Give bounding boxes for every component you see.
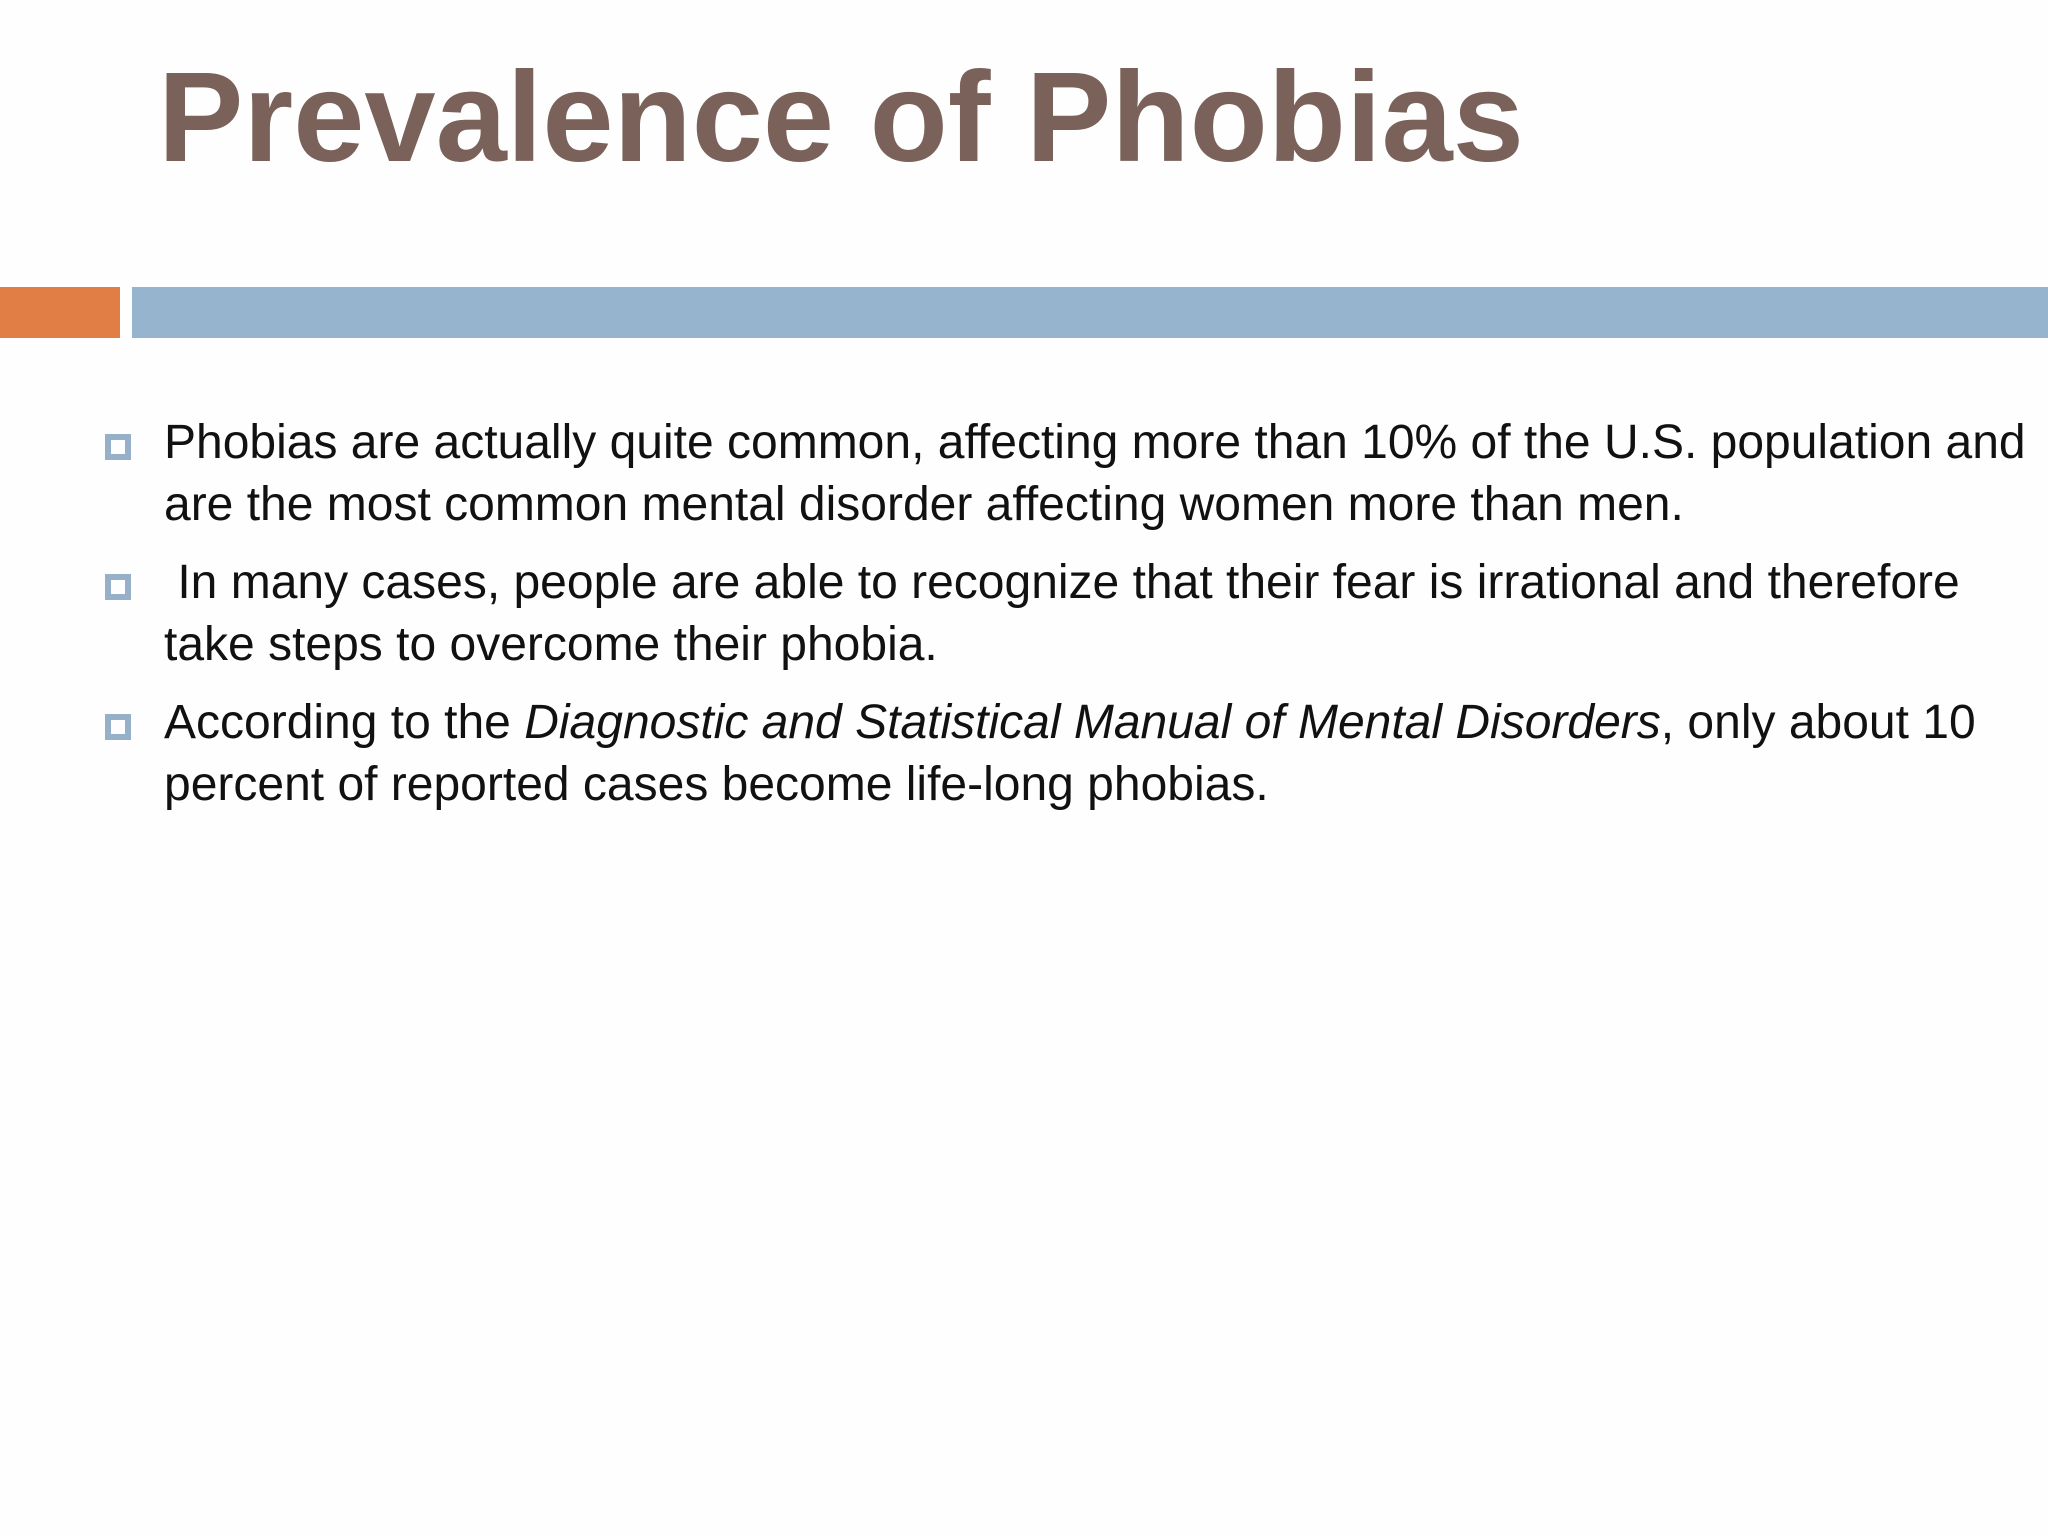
accent-bar-blue — [132, 287, 2048, 338]
hollow-square-bullet-icon — [105, 434, 131, 460]
bullet-text: In many cases, people are able to recognize that their fear is irrational and therefore take steps to overcome their phobia. — [164, 556, 1974, 671]
hollow-square-bullet-icon — [105, 714, 131, 740]
manual-title-italic: Diagnostic and Statistical Manual of Mental Disorders — [524, 696, 1661, 749]
bullet-item-1 — [102, 412, 2032, 536]
slide-title: Prevalence of Phobias — [158, 46, 1524, 189]
accent-bar-orange — [0, 287, 120, 338]
bullet-item-2 — [102, 552, 2032, 676]
bullet-text-after: , only about 10 percent of reported cases become life-long phobias. — [164, 696, 1976, 811]
bullet-item-3 — [102, 692, 2032, 816]
bullet-text: Phobias are actually quite common, affecting more than 10% of the U.S. population and are the most common mental disorder affecting women more than men. — [164, 416, 2026, 531]
bullet-list — [102, 412, 2032, 832]
bullet-text-before: According to the — [164, 696, 525, 749]
hollow-square-bullet-icon — [105, 574, 131, 600]
